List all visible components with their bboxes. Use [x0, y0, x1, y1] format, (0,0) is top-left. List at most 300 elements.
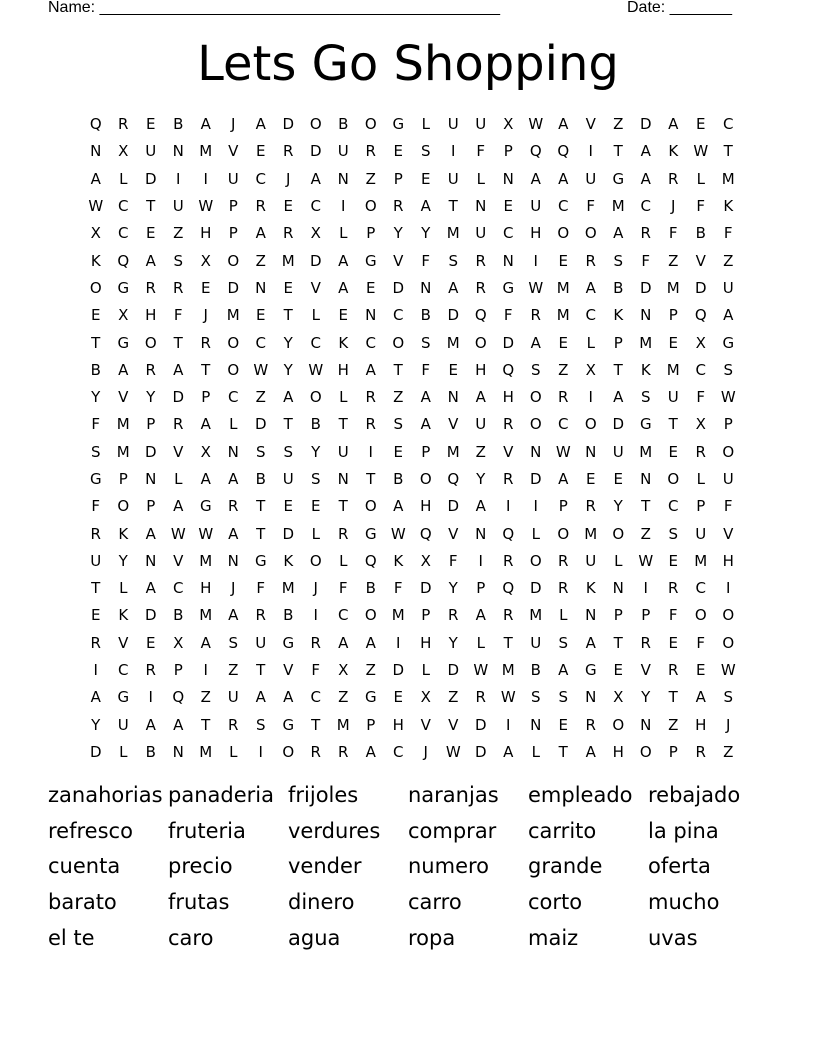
grid-letter: A	[145, 715, 156, 734]
grid-letter: B	[338, 115, 349, 134]
grid-letter: A	[338, 251, 349, 270]
grid-letter: N	[227, 551, 239, 570]
grid-letter: E	[668, 333, 678, 352]
grid-letter: T	[393, 360, 403, 379]
grid-letter: L	[311, 524, 320, 543]
grid-letter: I	[478, 551, 483, 570]
grid-row	[82, 575, 742, 602]
grid-letter: U	[227, 688, 239, 707]
grid-letter: B	[255, 470, 266, 488]
grid-letter: R	[393, 197, 404, 216]
grid-letter: N	[90, 142, 102, 161]
grid-letter: J	[286, 169, 291, 188]
grid-letter: P	[366, 715, 376, 734]
grid-letter: R	[695, 442, 706, 461]
grid-letter: M	[639, 333, 653, 352]
grid-letter: L	[476, 633, 485, 652]
grid-letter: L	[174, 470, 183, 488]
grid-letter: D	[144, 169, 157, 188]
grid-letter: R	[558, 388, 569, 407]
grid-letter: R	[90, 633, 101, 652]
grid-letter: K	[283, 551, 294, 570]
grid-letter: N	[585, 442, 597, 461]
grid-letter: L	[119, 742, 128, 761]
grid-letter: M	[281, 251, 295, 270]
grid-letter: I	[533, 497, 538, 516]
grid-letter: Y	[283, 360, 293, 379]
word-bank-item: corto	[528, 890, 583, 915]
grid-letter: P	[668, 306, 678, 325]
grid-letter: D	[694, 278, 707, 297]
grid-letter: T	[283, 306, 293, 325]
grid-letter: R	[255, 606, 266, 625]
grid-letter: R	[585, 715, 596, 734]
grid-row	[82, 548, 742, 575]
grid-letter: H	[420, 497, 432, 516]
grid-letter: W	[473, 661, 489, 680]
grid-letter: R	[365, 415, 376, 434]
grid-letter: N	[475, 197, 487, 216]
grid-letter: Z	[228, 661, 239, 680]
grid-letter: E	[256, 306, 266, 325]
grid-letter: K	[393, 551, 404, 570]
grid-letter: I	[203, 661, 208, 680]
grid-letter: H	[530, 224, 542, 243]
grid-letter: Q	[364, 551, 377, 570]
grid-letter: O	[309, 388, 322, 407]
grid-letter: A	[90, 688, 101, 707]
grid-letter: C	[558, 197, 569, 216]
grid-letter: M	[611, 197, 625, 216]
grid-letter: A	[145, 579, 156, 598]
grid-letter: G	[117, 278, 130, 297]
grid-letter: R	[503, 606, 514, 625]
grid-letter: I	[588, 388, 593, 407]
grid-letter: H	[200, 579, 212, 598]
grid-letter: I	[506, 497, 511, 516]
grid-letter: O	[722, 606, 735, 625]
grid-letter: W	[528, 278, 544, 297]
grid-letter: B	[145, 742, 156, 761]
grid-letter: U	[585, 169, 597, 188]
grid-letter: A	[585, 278, 596, 297]
grid-letter: A	[283, 388, 294, 407]
grid-letter: A	[145, 524, 156, 543]
grid-letter: V	[283, 661, 294, 680]
grid-letter: W	[693, 142, 709, 161]
grid-letter: X	[118, 306, 129, 325]
grid-letter: F	[641, 251, 651, 270]
grid-letter: H	[420, 633, 432, 652]
grid-letter: I	[726, 579, 731, 598]
grid-letter: R	[118, 115, 129, 134]
grid-letter: Z	[558, 360, 569, 379]
grid-letter: S	[448, 251, 459, 270]
word-bank-item: empleado	[528, 783, 633, 807]
word-bank-item: cuenta	[48, 854, 121, 879]
grid-letter: O	[529, 415, 542, 434]
grid-letter: C	[393, 742, 404, 761]
grid-letter: C	[118, 197, 129, 216]
grid-letter: E	[91, 306, 101, 325]
grid-letter: R	[585, 251, 596, 270]
grid-letter: H	[475, 360, 487, 379]
grid-letter: P	[421, 606, 431, 625]
grid-letter: I	[368, 442, 373, 461]
grid-letter: B	[613, 278, 624, 297]
grid-letter: V	[448, 715, 459, 734]
grid-letter: T	[91, 579, 101, 598]
grid-letter: J	[726, 715, 731, 734]
grid-row	[82, 275, 742, 302]
grid-letter: K	[118, 606, 129, 625]
grid-letter: A	[255, 115, 266, 134]
grid-letter: E	[558, 715, 568, 734]
name-field[interactable]: Name: _____________________________________________	[48, 0, 500, 16]
grid-letter: M	[584, 524, 598, 543]
word-bank-item: refresco	[48, 818, 133, 843]
grid-letter: W	[528, 115, 544, 134]
grid-letter: A	[448, 278, 459, 297]
grid-letter: F	[696, 633, 706, 652]
grid-letter: W	[555, 442, 571, 461]
grid-letter: C	[503, 224, 514, 243]
grid-letter: A	[393, 497, 404, 516]
word-bank-item: carrito	[528, 818, 597, 843]
grid-letter: O	[722, 633, 735, 652]
grid-letter: U	[282, 470, 294, 488]
grid-letter: O	[694, 606, 707, 625]
grid-letter: R	[145, 278, 156, 297]
grid-letter: T	[201, 715, 211, 734]
grid-letter: A	[228, 606, 239, 625]
word-bank-item: la pina	[648, 818, 719, 843]
grid-letter: N	[227, 442, 239, 461]
grid-letter: E	[283, 278, 293, 297]
grid-letter: A	[503, 742, 514, 761]
word-bank-item: caro	[168, 925, 214, 950]
grid-letter: N	[255, 278, 267, 297]
grid-letter: B	[393, 470, 404, 488]
grid-letter: I	[148, 688, 153, 707]
grid-letter: R	[503, 470, 514, 488]
grid-letter: T	[201, 360, 211, 379]
grid-row	[82, 439, 742, 466]
grid-letter: A	[255, 688, 266, 707]
grid-letter: A	[283, 688, 294, 707]
grid-letter: T	[338, 497, 348, 516]
grid-letter: C	[695, 579, 706, 598]
grid-letter: X	[90, 224, 101, 243]
grid-letter: A	[173, 715, 184, 734]
grid-letter: F	[723, 497, 733, 516]
grid-letter: U	[530, 633, 542, 652]
grid-letter: O	[364, 497, 377, 516]
grid-letter: X	[173, 633, 184, 652]
grid-letter: E	[558, 333, 568, 352]
grid-letter: N	[172, 742, 184, 761]
grid-letter: I	[588, 142, 593, 161]
word-bank-item: verdures	[288, 818, 381, 843]
grid-letter: Z	[448, 688, 459, 707]
grid-row	[82, 602, 742, 629]
grid-letter: W	[638, 551, 654, 570]
grid-letter: N	[420, 278, 432, 297]
grid-row	[82, 357, 742, 384]
grid-letter: C	[668, 497, 679, 516]
grid-letter: O	[227, 251, 240, 270]
grid-letter: P	[723, 415, 733, 434]
grid-row	[82, 166, 742, 193]
grid-letter: O	[117, 497, 130, 516]
grid-letter: V	[448, 524, 459, 543]
grid-letter: R	[668, 661, 679, 680]
grid-letter: Q	[419, 524, 432, 543]
grid-letter: Z	[173, 224, 184, 243]
grid-letter: A	[585, 742, 596, 761]
grid-letter: A	[420, 197, 431, 216]
grid-letter: O	[309, 551, 322, 570]
grid-letter: J	[231, 579, 236, 598]
grid-letter: T	[448, 197, 458, 216]
grid-letter: B	[530, 661, 541, 680]
grid-letter: J	[313, 579, 318, 598]
grid-letter: B	[365, 579, 376, 598]
grid-letter: M	[281, 579, 295, 598]
grid-letter: V	[173, 551, 184, 570]
grid-letter: M	[446, 224, 460, 243]
grid-letter: P	[613, 333, 623, 352]
grid-letter: T	[91, 333, 101, 352]
grid-letter: F	[476, 142, 486, 161]
grid-letter: C	[723, 115, 734, 134]
word-bank-item: vender	[288, 854, 362, 879]
grid-letter: D	[612, 415, 625, 434]
grid-letter: F	[421, 251, 431, 270]
grid-letter: Y	[448, 579, 458, 598]
word-bank-item: maiz	[528, 925, 579, 950]
grid-letter: G	[117, 688, 130, 707]
grid-letter: M	[694, 551, 708, 570]
grid-letter: D	[172, 388, 185, 407]
grid-letter: P	[173, 661, 183, 680]
grid-letter: D	[144, 442, 157, 461]
grid-letter: F	[696, 388, 706, 407]
grid-letter: Z	[640, 524, 651, 543]
grid-letter: E	[613, 661, 623, 680]
grid-letter: T	[668, 688, 678, 707]
grid-letter: M	[501, 661, 515, 680]
grid-letter: V	[173, 442, 184, 461]
grid-letter: O	[557, 524, 570, 543]
grid-letter: B	[283, 606, 294, 625]
grid-letter: I	[203, 169, 208, 188]
grid-letter: T	[283, 415, 293, 434]
grid-letter: P	[201, 388, 211, 407]
grid-letter: Z	[255, 251, 266, 270]
grid-row	[82, 493, 742, 520]
word-bank-item: fruteria	[168, 818, 246, 843]
grid-letter: O	[144, 333, 157, 352]
grid-letter: G	[584, 661, 597, 680]
grid-letter: D	[474, 742, 487, 761]
grid-letter: O	[584, 224, 597, 243]
grid-letter: K	[118, 524, 129, 543]
grid-letter: Q	[529, 142, 542, 161]
grid-letter: T	[613, 360, 623, 379]
grid-letter: R	[448, 606, 459, 625]
grid-letter: M	[721, 169, 735, 188]
grid-letter: S	[173, 251, 184, 270]
word-bank-item: dinero	[288, 890, 355, 915]
grid-letter: N	[530, 442, 542, 461]
grid-letter: R	[558, 579, 569, 598]
grid-letter: S	[723, 360, 734, 379]
grid-letter: S	[530, 688, 541, 707]
grid-letter: X	[118, 142, 129, 161]
grid-letter: A	[365, 742, 376, 761]
grid-letter: S	[283, 442, 294, 461]
grid-letter: M	[116, 442, 130, 461]
grid-letter: P	[146, 415, 156, 434]
grid-letter: K	[613, 306, 624, 325]
grid-letter: F	[338, 579, 348, 598]
grid-letter: Y	[613, 497, 623, 516]
grid-letter: C	[173, 579, 184, 598]
grid-letter: R	[145, 661, 156, 680]
grid-letter: O	[364, 606, 377, 625]
grid-letter: N	[145, 551, 157, 570]
grid-letter: N	[145, 470, 157, 488]
grid-letter: K	[338, 333, 349, 352]
grid-letter: E	[586, 470, 596, 488]
grid-letter: M	[199, 551, 213, 570]
grid-letter: A	[228, 470, 239, 488]
grid-row	[82, 466, 742, 493]
grid-letter: C	[255, 333, 266, 352]
grid-letter: E	[668, 551, 678, 570]
grid-letter: N	[640, 306, 652, 325]
grid-letter: C	[310, 688, 321, 707]
grid-letter: T	[558, 742, 568, 761]
grid-letter: Y	[476, 470, 486, 488]
word-bank-item: panaderia	[168, 783, 274, 807]
grid-letter: S	[640, 388, 651, 407]
grid-letter: X	[503, 115, 514, 134]
grid-letter: L	[614, 551, 623, 570]
grid-letter: N	[475, 524, 487, 543]
grid-letter: M	[556, 306, 570, 325]
grid-letter: D	[282, 115, 295, 134]
grid-letter: W	[198, 524, 214, 543]
grid-letter: S	[228, 633, 239, 652]
grid-letter: N	[365, 306, 377, 325]
grid-letter: R	[558, 551, 569, 570]
grid-letter: J	[423, 742, 428, 761]
grid-letter: A	[145, 251, 156, 270]
grid-letter: N	[447, 388, 459, 407]
grid-letter: R	[503, 415, 514, 434]
grid-letter: R	[228, 497, 239, 516]
grid-letter: S	[558, 688, 569, 707]
grid-letter: Y	[421, 224, 431, 243]
grid-letter: R	[365, 142, 376, 161]
grid-letter: E	[366, 278, 376, 297]
grid-letter: E	[393, 142, 403, 161]
grid-letter: D	[502, 333, 515, 352]
grid-letter: K	[585, 579, 596, 598]
grid-letter: N	[640, 470, 652, 488]
grid-letter: C	[118, 224, 129, 243]
grid-letter: S	[668, 524, 679, 543]
grid-letter: E	[613, 470, 623, 488]
grid-letter: C	[695, 360, 706, 379]
grid-letter: A	[558, 115, 569, 134]
page-title: Lets Go Shopping	[197, 36, 619, 92]
grid-letter: A	[585, 633, 596, 652]
grid-letter: D	[447, 661, 460, 680]
grid-letter: I	[396, 633, 401, 652]
word-bank-item: carro	[408, 890, 462, 915]
grid-letter: E	[503, 197, 513, 216]
grid-letter: A	[558, 470, 569, 488]
grid-letter: H	[337, 360, 349, 379]
grid-letter: O	[529, 551, 542, 570]
grid-letter: U	[255, 633, 267, 652]
grid-letter: R	[695, 742, 706, 761]
grid-letter: P	[146, 497, 156, 516]
grid-letter: M	[199, 742, 213, 761]
grid-row	[82, 411, 742, 438]
grid-letter: C	[118, 661, 129, 680]
grid-letter: S	[255, 715, 266, 734]
grid-letter: I	[176, 169, 181, 188]
grid-letter: S	[420, 333, 431, 352]
grid-letter: B	[695, 224, 706, 243]
grid-letter: Z	[365, 169, 376, 188]
grid-letter: A	[338, 633, 349, 652]
grid-letter: O	[474, 333, 487, 352]
word-bank-item: comprar	[408, 818, 497, 843]
grid-letter: N	[502, 251, 514, 270]
grid-letter: L	[559, 606, 568, 625]
grid-letter: E	[393, 442, 403, 461]
grid-letter: D	[419, 579, 432, 598]
grid-letter: Z	[365, 661, 376, 680]
grid-row	[82, 520, 742, 547]
grid-letter: T	[311, 715, 321, 734]
grid-letter: C	[310, 197, 321, 216]
grid-letter: Z	[255, 388, 266, 407]
date-field[interactable]: Date: _______	[627, 0, 732, 16]
grid-letter: L	[476, 169, 485, 188]
grid-letter: C	[640, 197, 651, 216]
grid-letter: T	[338, 415, 348, 434]
grid-letter: W	[500, 688, 516, 707]
grid-letter: Y	[448, 633, 458, 652]
grid-letter: Z	[393, 388, 404, 407]
grid-letter: M	[556, 278, 570, 297]
grid-letter: S	[90, 442, 101, 461]
grid-letter: R	[283, 142, 294, 161]
grid-letter: V	[228, 142, 239, 161]
grid-letter: P	[668, 742, 678, 761]
grid-letter: U	[475, 115, 487, 134]
grid-letter: U	[722, 278, 734, 297]
grid-letter: A	[365, 360, 376, 379]
grid-row	[82, 302, 742, 329]
grid-letter: Z	[613, 115, 624, 134]
